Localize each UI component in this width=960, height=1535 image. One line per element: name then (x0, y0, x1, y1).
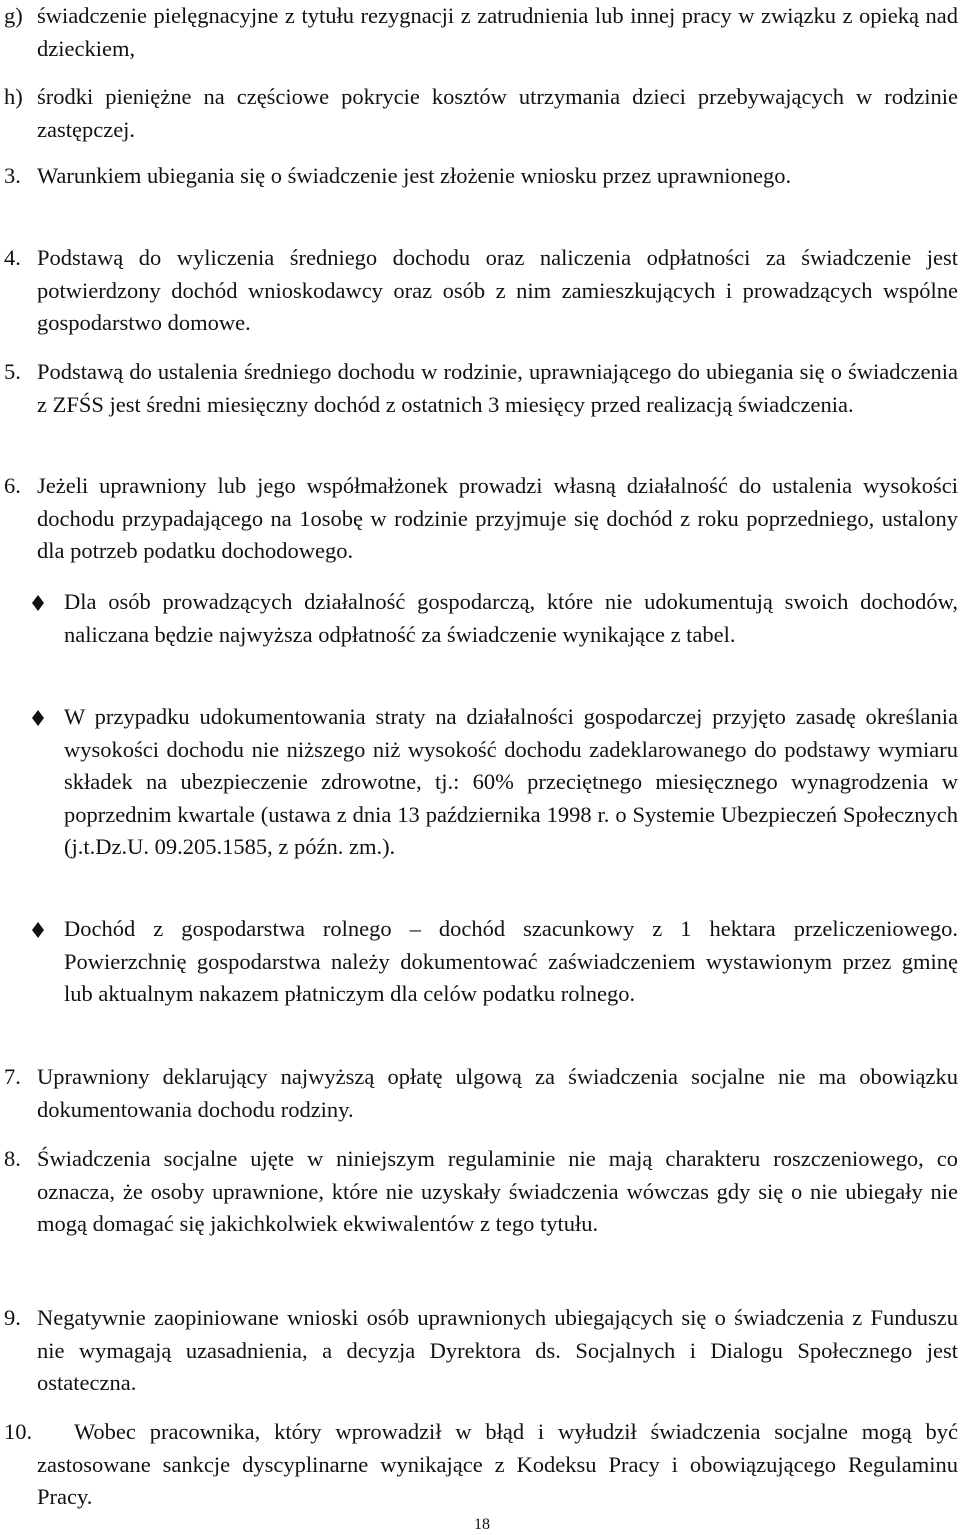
paragraph-number: 4. (4, 245, 21, 270)
bullet-text: W przypadku udokumentowania straty na działalności gospodarczej przyjęto zasadę określania wysokości dochodu nie niższego niż wysokość dochodu zadeklarowanego do podstawy wymiaru składek na ubezpieczenie zdrowotne, tj.: 60% przeciętnego miesięcznego wynagrodzenia w poprzednim kwartale (ustawa z dnia 13 października 1998 r. o Systemie Ubezpieczeń Społecznych (j.t.Dz.U. 09.205.1585, z późn. zm.). (64, 704, 958, 859)
diamond-bullet-icon (31, 710, 45, 726)
paragraph-6 (0, 470, 958, 568)
paragraph-text: Wobec pracownika, który wprowadził w błąd i wyłudził świadczenia socjalne mogą być zastosowane sankcje dyscyplinarne wynikające z Kodeksu Pracy i obowiązującego Regulaminu Pracy. (37, 1419, 958, 1509)
bullet-item-1 (0, 586, 958, 651)
paragraph-10 (0, 1416, 958, 1514)
list-item-h (0, 81, 958, 146)
bullet-text: Dochód z gospodarstwa rolnego – dochód szacunkowy z 1 hektara przeliczeniowego. Powierzchnię gospodarstwa należy dokumentować zaświadczeniem wystawionym przez gminę lub aktualnym nakazem płatniczym dla celów podatku rolnego. (64, 916, 958, 1006)
list-item-g (0, 0, 958, 65)
paragraph-text: Podstawą do ustalenia średniego dochodu w rodzinie, uprawniającego do ubiegania się o świadczenia z ZFŚS jest średni miesięczny dochód z ostatnich 3 miesięcy przed realizacją świadczenia. (37, 359, 958, 417)
item-marker: g) (4, 3, 23, 28)
paragraph-3 (0, 160, 958, 193)
paragraph-text: Negatywnie zaopiniowane wnioski osób uprawnionych ubiegających się o świadczenia z Funduszu nie wymagają uzasadnienia, a decyzja Dyrektora ds. Socjalnych i Dialogu Społecznego jest ostateczna. (37, 1305, 958, 1395)
paragraph-number: 7. (4, 1064, 21, 1089)
diamond-bullet-icon (31, 595, 45, 611)
bullet-text: Dla osób prowadzących działalność gospodarczą, które nie udokumentują swoich dochodów, naliczana będzie najwyższa odpłatność za świadczenie wynikające z tabel. (64, 589, 958, 647)
paragraph-number: 9. (4, 1305, 21, 1330)
bullet-item-3 (0, 913, 958, 1011)
paragraph-number: 8. (4, 1146, 21, 1171)
paragraph-text: Podstawą do wyliczenia średniego dochodu oraz naliczenia odpłatności za świadczenie jest potwierdzony dochód wnioskodawcy oraz osób z nim zamieszkujących i prowadzących wspólne gospodarstwo domowe. (37, 245, 958, 335)
diamond-bullet-icon (31, 922, 45, 938)
paragraph-text: Uprawniony deklarujący najwyższą opłatę ulgową za świadczenia socjalne nie ma obowiązku dokumentowania dochodu rodziny. (37, 1064, 958, 1122)
paragraph-4 (0, 242, 958, 340)
paragraph-number: 3. (4, 163, 21, 188)
paragraph-8 (0, 1143, 958, 1241)
paragraph-number: 5. (4, 359, 21, 384)
paragraph-text: Jeżeli uprawniony lub jego współmałżonek prowadzi własną działalność do ustalenia wysokości dochodu przypadającego na 1osobę w rodzinie przyjmuje się dochód z roku poprzedniego, ustalony dla potrzeb podatku dochodowego. (37, 473, 958, 563)
paragraph-9 (0, 1302, 958, 1400)
paragraph-number: 10. (4, 1419, 33, 1444)
paragraph-number: 6. (4, 473, 21, 498)
bullet-item-2 (0, 701, 958, 864)
paragraph-5 (0, 356, 958, 421)
item-text: świadczenie pielęgnacyjne z tytułu rezygnacji z zatrudnienia lub innej pracy w związku z opieką nad dzieckiem, (37, 3, 958, 61)
paragraph-text: Świadczenia socjalne ujęte w niniejszym regulaminie nie mają charakteru roszczeniowego, co oznacza, że osoby uprawnione, które nie uzyskały świadczenia wówczas gdy się o nie ubiegały nie mogą domagać się jakichkolwiek ekwiwalentów z tego tytułu. (37, 1146, 958, 1236)
paragraph-text: Warunkiem ubiegania się o świadczenie jest złożenie wniosku przez uprawnionego. (37, 163, 792, 188)
paragraph-7 (0, 1061, 958, 1126)
page-number: 18 (474, 1516, 490, 1533)
item-text: środki pieniężne na częściowe pokrycie kosztów utrzymania dzieci przebywających w rodzinie zastępczej. (37, 84, 958, 142)
item-marker: h) (4, 84, 23, 109)
